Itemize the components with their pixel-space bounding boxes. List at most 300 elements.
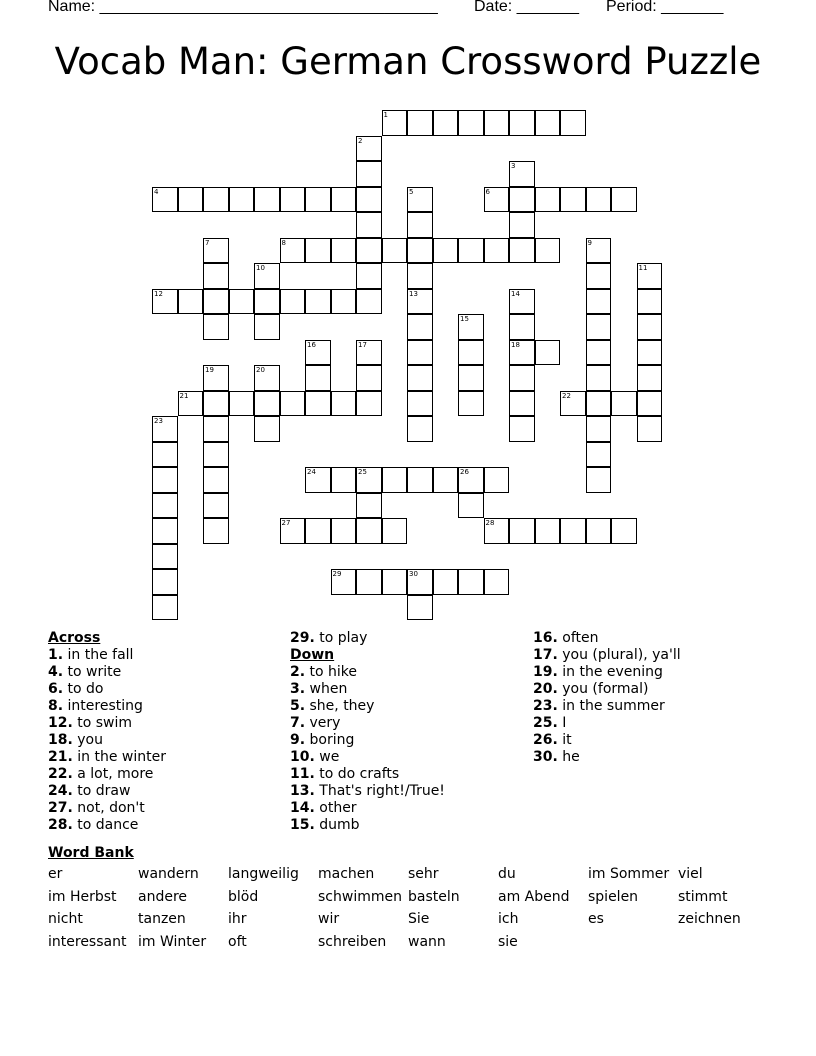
- period-field-label: Period: _______: [606, 0, 724, 15]
- grid-cell[interactable]: [152, 416, 178, 442]
- grid-cell[interactable]: [203, 314, 229, 340]
- clue-item: [290, 783, 445, 800]
- clue-number-label: 22.: [48, 766, 73, 782]
- word-bank-word: basteln: [408, 888, 460, 905]
- clue-text: we: [314, 749, 340, 765]
- clue-text: in the winter: [72, 749, 166, 765]
- word-bank-word: ich: [498, 911, 519, 927]
- clue-item: [533, 630, 681, 647]
- grid-cell[interactable]: [356, 391, 382, 417]
- clue-item: [533, 664, 681, 681]
- grid-cell[interactable]: [484, 569, 510, 595]
- grid-cell[interactable]: [433, 110, 459, 136]
- clue-number-label: 6.: [48, 681, 64, 697]
- grid-cell[interactable]: [356, 187, 382, 213]
- word-bank-word: im Winter: [138, 933, 207, 950]
- grid-cell[interactable]: [254, 187, 280, 213]
- clue-number: 22: [562, 391, 571, 400]
- grid-cell[interactable]: [458, 314, 484, 340]
- grid-cell[interactable]: [535, 518, 561, 544]
- grid-cell[interactable]: [254, 289, 280, 315]
- grid-cell[interactable]: [509, 518, 535, 544]
- clue-number: 11: [638, 264, 648, 272]
- grid-cell[interactable]: [407, 340, 433, 366]
- grid-cell[interactable]: [611, 391, 637, 417]
- clue-number-label: 14.: [290, 800, 315, 816]
- clue-item: [290, 817, 445, 834]
- grid-cell[interactable]: [407, 595, 433, 621]
- clue-number-label: 17.: [533, 647, 558, 663]
- grid-cell[interactable]: [280, 238, 306, 264]
- grid-cell[interactable]: [407, 110, 433, 136]
- word-bank-word: sehr: [408, 866, 439, 882]
- clue-number: 14: [511, 289, 520, 298]
- clue-number-label: 3.: [290, 681, 306, 697]
- clue-text: to dance: [72, 817, 139, 833]
- grid-cell[interactable]: [407, 416, 433, 442]
- grid-cell[interactable]: [152, 467, 178, 493]
- grid-cell[interactable]: [178, 187, 204, 213]
- grid-cell[interactable]: [458, 365, 484, 391]
- clue-item: [48, 783, 166, 800]
- grid-cell[interactable]: [152, 187, 178, 213]
- grid-cell[interactable]: [509, 391, 535, 417]
- grid-cell[interactable]: [509, 212, 535, 238]
- grid-cell[interactable]: [280, 289, 306, 315]
- grid-cell[interactable]: [535, 238, 561, 264]
- word-bank-word: im Sommer: [588, 866, 670, 882]
- grid-cell[interactable]: [356, 289, 382, 315]
- grid-cell[interactable]: [382, 518, 408, 544]
- clue-number-label: 21.: [48, 749, 73, 765]
- grid-cell[interactable]: [356, 263, 382, 289]
- grid-cell[interactable]: [586, 518, 612, 544]
- grid-cell[interactable]: [586, 340, 612, 366]
- clue-item: [533, 732, 681, 749]
- clue-text: I: [557, 715, 567, 731]
- word-bank-word: andere: [138, 888, 188, 905]
- grid-cell[interactable]: [203, 518, 229, 544]
- word-bank-word: Sie: [408, 911, 430, 927]
- grid-cell[interactable]: [509, 238, 535, 264]
- clue-number: 21: [179, 391, 189, 400]
- clue-number: 6: [485, 187, 490, 196]
- clue-number: 3: [511, 162, 516, 170]
- grid-cell[interactable]: [586, 314, 612, 340]
- clue-item: [290, 749, 445, 766]
- clue-number: 4: [154, 187, 159, 196]
- grid-cell[interactable]: [458, 391, 484, 417]
- grid-cell[interactable]: [152, 595, 178, 621]
- grid-cell[interactable]: [433, 569, 459, 595]
- grid-cell[interactable]: [356, 467, 382, 493]
- grid-cell[interactable]: [178, 391, 204, 417]
- clue-item: [48, 715, 166, 732]
- grid-cell[interactable]: [229, 391, 255, 417]
- clue-item: [290, 766, 445, 783]
- grid-cell[interactable]: [484, 187, 510, 213]
- grid-cell[interactable]: [152, 493, 178, 519]
- clue-text: you (formal): [557, 681, 649, 697]
- grid-cell[interactable]: [407, 467, 433, 493]
- clue-number: 29: [332, 570, 342, 578]
- clue-text: it: [557, 732, 572, 748]
- clue-number: 20: [256, 366, 265, 374]
- word-bank-word: machen: [318, 866, 375, 882]
- clue-section-heading: Down: [290, 647, 335, 663]
- grid-cell[interactable]: [356, 569, 382, 595]
- grid-cell[interactable]: [560, 518, 586, 544]
- grid-cell[interactable]: [637, 416, 663, 442]
- grid-cell[interactable]: [203, 442, 229, 468]
- clue-number: 28: [485, 519, 495, 527]
- clue-item: [290, 800, 445, 817]
- clue-number-label: 9.: [290, 732, 306, 748]
- clue-number: 5: [409, 187, 414, 196]
- grid-cell[interactable]: [254, 416, 280, 442]
- clue-number: 15: [460, 315, 469, 323]
- grid-cell[interactable]: [458, 340, 484, 366]
- word-bank-word: blöd: [228, 888, 259, 905]
- clue-section-heading: Across: [48, 630, 101, 646]
- clue-text: other: [314, 800, 357, 816]
- grid-cell[interactable]: [407, 391, 433, 417]
- grid-cell[interactable]: [254, 365, 280, 391]
- clue-number-label: 1.: [48, 647, 64, 663]
- grid-cell[interactable]: [509, 161, 535, 187]
- grid-cell[interactable]: [407, 314, 433, 340]
- clue-number-label: 16.: [533, 630, 558, 646]
- grid-cell[interactable]: [331, 467, 357, 493]
- grid-cell[interactable]: [535, 187, 561, 213]
- grid-cell[interactable]: [331, 289, 357, 315]
- clue-text: dumb: [314, 817, 360, 833]
- grid-cell[interactable]: [356, 518, 382, 544]
- clue-number-label: 15.: [290, 817, 315, 833]
- clue-item: [533, 749, 681, 766]
- word-bank-word: schreiben: [318, 933, 387, 950]
- grid-cell[interactable]: [356, 212, 382, 238]
- word-bank-word: nicht: [48, 911, 83, 927]
- grid-cell[interactable]: [203, 416, 229, 442]
- grid-cell[interactable]: [382, 110, 408, 136]
- clue-number: 27: [281, 519, 291, 527]
- grid-cell[interactable]: [229, 289, 255, 315]
- clue-number-label: 4.: [48, 664, 64, 680]
- grid-cell[interactable]: [254, 391, 280, 417]
- grid-cell[interactable]: [458, 569, 484, 595]
- grid-cell[interactable]: [254, 314, 280, 340]
- clue-item: [533, 715, 681, 732]
- date-field-label: Date: _______: [474, 0, 579, 15]
- grid-cell[interactable]: [331, 187, 357, 213]
- word-bank-word: wann: [408, 933, 446, 950]
- clue-number-label: 10.: [290, 749, 315, 765]
- clue-number: 10: [256, 264, 265, 272]
- clue-text: very: [305, 715, 341, 731]
- clue-number: 24: [307, 468, 316, 476]
- grid-cell[interactable]: [637, 340, 663, 366]
- word-bank-title: Word Bank: [48, 845, 134, 861]
- clue-text: to write: [63, 664, 122, 680]
- clue-item: [290, 681, 445, 698]
- clue-text: to draw: [72, 783, 131, 799]
- clue-number: 25: [358, 468, 367, 476]
- word-bank-word: tanzen: [138, 911, 186, 927]
- grid-cell[interactable]: [382, 238, 408, 264]
- grid-cell[interactable]: [280, 391, 306, 417]
- grid-cell[interactable]: [356, 365, 382, 391]
- clue-number: 30: [409, 570, 418, 578]
- page-title: Vocab Man: German Crossword Puzzle: [54, 40, 762, 83]
- grid-cell[interactable]: [433, 238, 459, 264]
- grid-cell[interactable]: [586, 467, 612, 493]
- clues-column-1: [48, 630, 166, 834]
- word-bank-word: interessant: [48, 933, 127, 950]
- clue-number: 9: [587, 238, 592, 247]
- grid-cell[interactable]: [356, 136, 382, 162]
- grid-cell[interactable]: [509, 416, 535, 442]
- grid-cell[interactable]: [407, 263, 433, 289]
- grid-cell[interactable]: [637, 365, 663, 391]
- grid-cell[interactable]: [560, 187, 586, 213]
- word-bank-word: sie: [498, 933, 518, 950]
- clue-text: he: [557, 749, 580, 765]
- clue-item: [533, 647, 681, 664]
- grid-cell[interactable]: [484, 110, 510, 136]
- clue-text: interesting: [63, 698, 143, 714]
- word-bank-word: ihr: [228, 911, 247, 927]
- grid-cell[interactable]: [178, 289, 204, 315]
- clue-number-label: 23.: [533, 698, 558, 714]
- clue-number-label: 8.: [48, 698, 64, 714]
- grid-cell[interactable]: [305, 238, 331, 264]
- clue-item: [48, 664, 166, 681]
- grid-cell[interactable]: [586, 263, 612, 289]
- clues-column-3: [533, 630, 681, 766]
- clue-number-label: 27.: [48, 800, 73, 816]
- grid-cell[interactable]: [152, 544, 178, 570]
- clue-item: [290, 630, 445, 647]
- grid-cell[interactable]: [484, 467, 510, 493]
- clue-number: 2: [358, 136, 363, 145]
- clue-text: you: [72, 732, 103, 748]
- clue-number-label: 29.: [290, 630, 315, 646]
- grid-cell[interactable]: [484, 238, 510, 264]
- clue-number-label: 19.: [533, 664, 558, 680]
- grid-cell[interactable]: [203, 187, 229, 213]
- grid-cell[interactable]: [458, 110, 484, 136]
- clue-number-label: 20.: [533, 681, 558, 697]
- clue-item: [290, 715, 445, 732]
- grid-cell[interactable]: [305, 340, 331, 366]
- grid-cell[interactable]: [305, 391, 331, 417]
- grid-cell[interactable]: [407, 212, 433, 238]
- clue-item: [48, 800, 166, 817]
- clue-item: [48, 766, 166, 783]
- clue-item: [533, 698, 681, 715]
- grid-cell[interactable]: [611, 518, 637, 544]
- grid-cell[interactable]: [458, 493, 484, 519]
- clue-number: 12: [154, 289, 163, 298]
- grid-cell[interactable]: [356, 238, 382, 264]
- grid-cell[interactable]: [305, 467, 331, 493]
- grid-cell[interactable]: [407, 238, 433, 264]
- grid-cell[interactable]: [152, 442, 178, 468]
- grid-cell[interactable]: [509, 187, 535, 213]
- clue-text: you (plural), ya'll: [557, 647, 681, 663]
- grid-cell[interactable]: [637, 391, 663, 417]
- word-bank-word: stimmt: [678, 888, 728, 905]
- grid-cell[interactable]: [356, 161, 382, 187]
- grid-cell[interactable]: [305, 187, 331, 213]
- clue-item: [48, 698, 166, 715]
- clue-item: [48, 647, 166, 664]
- grid-cell[interactable]: [152, 518, 178, 544]
- clue-text: to do crafts: [314, 766, 400, 782]
- clue-number: 19: [205, 366, 214, 374]
- grid-cell[interactable]: [331, 569, 357, 595]
- grid-cell[interactable]: [203, 289, 229, 315]
- word-bank-word: er: [48, 866, 63, 882]
- word-bank-word: viel: [678, 866, 703, 882]
- clue-number: 8: [281, 238, 286, 247]
- grid-cell[interactable]: [331, 238, 357, 264]
- grid-cell[interactable]: [637, 314, 663, 340]
- clue-number: 23: [154, 417, 163, 425]
- grid-cell[interactable]: [203, 467, 229, 493]
- grid-cell[interactable]: [586, 391, 612, 417]
- clue-number-label: 11.: [290, 766, 315, 782]
- grid-cell[interactable]: [254, 263, 280, 289]
- grid-cell[interactable]: [509, 340, 535, 366]
- word-bank-word: am Abend: [498, 888, 570, 905]
- grid-cell[interactable]: [586, 187, 612, 213]
- grid-cell[interactable]: [203, 493, 229, 519]
- clue-text: in the evening: [557, 664, 663, 680]
- word-bank-word: oft: [228, 933, 247, 950]
- clue-number-label: 24.: [48, 783, 73, 799]
- clue-text: when: [305, 681, 348, 697]
- grid-cell[interactable]: [407, 365, 433, 391]
- clue-number: 1: [383, 111, 388, 119]
- grid-cell[interactable]: [560, 110, 586, 136]
- grid-cell[interactable]: [509, 314, 535, 340]
- grid-cell[interactable]: [203, 391, 229, 417]
- word-bank-word: zeichnen: [678, 911, 741, 927]
- clue-text: That's right!/True!: [314, 783, 445, 799]
- clue-number-label: 7.: [290, 715, 306, 731]
- clue-number-label: 5.: [290, 698, 306, 714]
- clue-text: in the fall: [63, 647, 134, 663]
- grid-cell[interactable]: [407, 187, 433, 213]
- clue-number-label: 25.: [533, 715, 558, 731]
- grid-cell[interactable]: [611, 187, 637, 213]
- grid-cell[interactable]: [586, 442, 612, 468]
- grid-cell[interactable]: [382, 467, 408, 493]
- clue-item: [533, 681, 681, 698]
- word-bank-word: wandern: [138, 866, 199, 882]
- grid-cell[interactable]: [509, 289, 535, 315]
- grid-cell[interactable]: [560, 391, 586, 417]
- clue-number-label: 26.: [533, 732, 558, 748]
- clue-number-label: 2.: [290, 664, 306, 680]
- clue-number-label: 18.: [48, 732, 73, 748]
- clue-text: a lot, more: [72, 766, 154, 782]
- word-bank-word: wir: [318, 911, 340, 927]
- grid-cell[interactable]: [356, 493, 382, 519]
- grid-cell[interactable]: [280, 187, 306, 213]
- grid-cell[interactable]: [305, 365, 331, 391]
- grid-cell[interactable]: [152, 289, 178, 315]
- grid-cell[interactable]: [305, 289, 331, 315]
- grid-cell[interactable]: [637, 289, 663, 315]
- grid-cell[interactable]: [586, 289, 612, 315]
- grid-cell[interactable]: [203, 238, 229, 264]
- clue-text: to hike: [305, 664, 358, 680]
- grid-cell[interactable]: [433, 467, 459, 493]
- clue-text: she, they: [305, 698, 375, 714]
- clue-item: [290, 698, 445, 715]
- grid-cell[interactable]: [586, 238, 612, 264]
- grid-cell[interactable]: [152, 569, 178, 595]
- grid-cell[interactable]: [331, 518, 357, 544]
- clue-item: [48, 749, 166, 766]
- grid-cell[interactable]: [356, 340, 382, 366]
- clue-number: 16: [307, 340, 316, 349]
- grid-cell[interactable]: [203, 263, 229, 289]
- word-bank-word: langweilig: [228, 866, 299, 882]
- word-bank-word: du: [498, 866, 516, 882]
- clue-number: 13: [409, 289, 418, 298]
- word-bank-word: spielen: [588, 888, 639, 905]
- grid-cell[interactable]: [535, 340, 561, 366]
- grid-cell[interactable]: [331, 391, 357, 417]
- grid-cell[interactable]: [509, 365, 535, 391]
- grid-cell[interactable]: [382, 569, 408, 595]
- word-bank-word: es: [588, 911, 604, 927]
- grid-cell[interactable]: [586, 416, 612, 442]
- clue-item: [290, 664, 445, 681]
- grid-cell[interactable]: [484, 518, 510, 544]
- word-bank-word: im Herbst: [48, 888, 117, 905]
- clue-number-label: 30.: [533, 749, 558, 765]
- grid-cell[interactable]: [535, 110, 561, 136]
- clue-item: [48, 732, 166, 749]
- grid-cell[interactable]: [458, 467, 484, 493]
- grid-cell[interactable]: [229, 187, 255, 213]
- clue-number: 18: [511, 340, 520, 349]
- name-field-label: Name: ______________________________________: [48, 0, 438, 15]
- clue-number-label: 13.: [290, 783, 315, 799]
- grid-cell[interactable]: [305, 518, 331, 544]
- clue-text: to do: [63, 681, 104, 697]
- clue-item: [48, 681, 166, 698]
- grid-cell[interactable]: [203, 365, 229, 391]
- grid-cell[interactable]: [280, 518, 306, 544]
- word-bank-word: schwimmen: [318, 888, 402, 905]
- grid-cell[interactable]: [637, 263, 663, 289]
- clue-text: to swim: [72, 715, 133, 731]
- grid-cell[interactable]: [586, 365, 612, 391]
- grid-cell[interactable]: [458, 238, 484, 264]
- clue-text: in the summer: [557, 698, 665, 714]
- grid-cell[interactable]: [407, 569, 433, 595]
- clue-text: often: [557, 630, 599, 646]
- grid-cell[interactable]: [407, 289, 433, 315]
- clue-text: not, don't: [72, 800, 145, 816]
- grid-cell[interactable]: [509, 110, 535, 136]
